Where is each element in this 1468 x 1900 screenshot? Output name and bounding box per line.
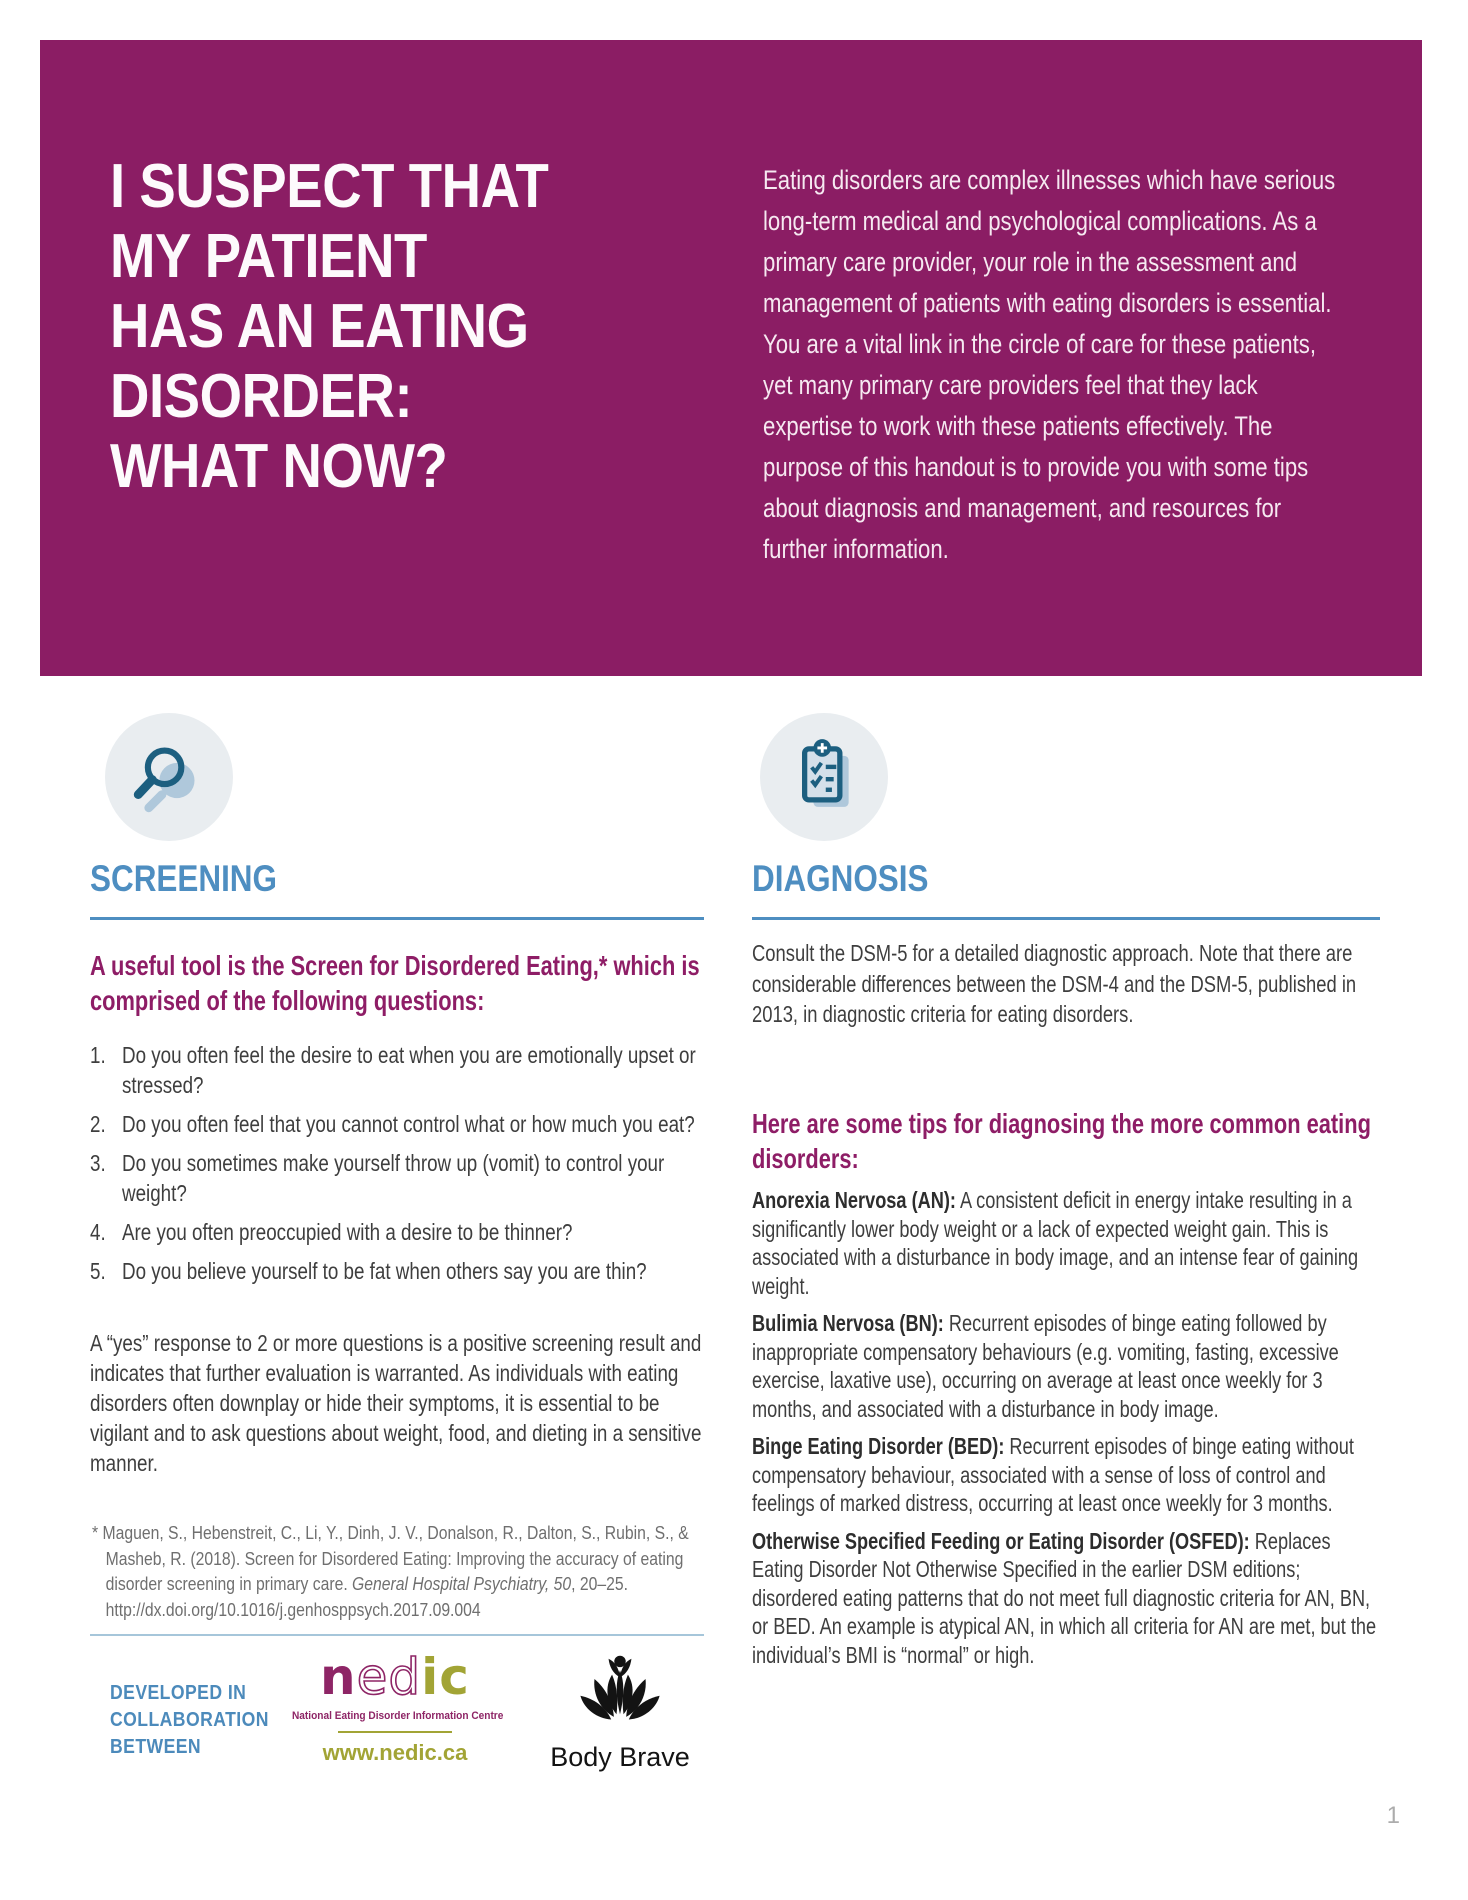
nedic-wordmark: [283, 1650, 507, 1704]
footnote-tail: , 20–25. http://dx.doi.org/10.1016/j.genhosppsych.2017.09.004: [105, 1573, 628, 1620]
page-title-line: HAS AN EATING: [110, 292, 529, 361]
bodybrave-name: Body Brave: [550, 1742, 690, 1772]
screening-question-list: [90, 1040, 703, 1295]
question-text: Do you sometimes make yourself throw up (vomit) to control your weight?: [122, 1150, 665, 1206]
nedic-divider: [338, 1731, 452, 1733]
collaboration-label: [110, 1680, 269, 1761]
screening-question: [90, 1217, 703, 1247]
diagnosis-intro-paragraph: Consult the DSM-5 for a detailed diagnostic approach. Note that there are considerable differences between the DSM-4 and the DSM-5, published in 2013, in diagnostic criteria for eating disorders.: [752, 940, 1357, 1027]
question-number: 3.: [90, 1150, 106, 1176]
disorder-text: Recurrent episodes of binge eating followed by inappropriate compensatory behaviours (e.g. vomiting, fasting, excessive exercise, laxative use), occurring on average at least once weekly for 3 months, and associated with a disturbance in body image.: [752, 1310, 1339, 1422]
nedic-letter: ic: [421, 1648, 470, 1706]
question-number: 1.: [90, 1042, 106, 1068]
disorder-text: Replaces Eating Disorder Not Otherwise Specified in the earlier DSM editions; disordered eating patterns that do not meet full diagnostic criteria for AN, BN, or BED. An example is atypical AN, in which all criteria for AN are met, but the individual’s BMI is “normal” or high.: [752, 1527, 1377, 1668]
screening-note-paragraph: A “yes” response to 2 or more questions is a positive screening result and indicates that further evaluation is warranted. As individuals with eating disorders often downplay or hide their symptoms, it is essential to be vigilant and to ask questions about weight, food, and dieting in a sensitive manner.: [90, 1330, 702, 1476]
diagnosis-section-heading: DIAGNOSIS: [752, 858, 929, 899]
disorder-label: Anorexia Nervosa (AN):: [752, 1187, 956, 1213]
disorder-text: Recurrent episodes of binge eating without compensatory behaviour, associated with a sense of loss of control and feelings of marked distress, occurring at least once weekly for 3 months.: [752, 1433, 1354, 1516]
screening-question: [90, 1256, 703, 1286]
magnifier-icon: [105, 713, 233, 841]
lotus-icon: [572, 1650, 668, 1738]
diagnosis-subheading: Here are some tips for diagnosing the more common eating disorders:: [752, 1108, 1371, 1174]
screening-heading-rule: [90, 917, 704, 920]
screening-subheading: A useful tool is the Screen for Disordered Eating,* which is comprised of the following questions:: [90, 950, 700, 1016]
banner-intro-paragraph: Eating disorders are complex illnesses which have serious long-term medical and psychological complications. As a primary care provider, your role in the assessment and management of patients with eating disorders is essential. You are a vital link in the circle of care for these patients, yet many primary care providers feel that they lack expertise to work with these patients effectively. The purpose of this handout is to provide you with some tips about diagnosis and management, and resources for further information.: [763, 165, 1336, 564]
page-title-line: I SUSPECT THAT: [110, 152, 549, 221]
footer-divider-rule: [90, 1634, 704, 1636]
citation-footnote: [92, 1520, 701, 1622]
page-number: 1: [1386, 1802, 1400, 1829]
screening-question: [90, 1109, 703, 1139]
magnifier-icon-graphic: [125, 733, 213, 821]
question-text: Do you often feel the desire to eat when you are emotionally upset or stressed?: [122, 1042, 696, 1098]
footnote-marker: *: [92, 1522, 103, 1543]
question-text: Are you often preoccupied with a desire to be thinner?: [122, 1219, 573, 1245]
question-number: 5.: [90, 1258, 106, 1284]
disorder-label: Otherwise Specified Feeding or Eating Disorder (OSFED):: [752, 1527, 1250, 1554]
disorder-paragraph-bn: [752, 1309, 1384, 1423]
question-text: Do you believe yourself to be fat when others say you are thin?: [122, 1258, 647, 1284]
page-title-line: WHAT NOW?: [110, 432, 448, 501]
disorder-paragraph-bed: [752, 1432, 1384, 1518]
page-title-line: DISORDER:: [110, 362, 413, 431]
disorder-text: A consistent deficit in energy intake resulting in a significantly lower body weight or a lack of expected weight gain. This is associated with a disturbance in body image, and an intense fear of gaining weight.: [752, 1187, 1359, 1299]
nedic-letter: e: [356, 1648, 389, 1706]
question-text: Do you often feel that you cannot control what or how much you eat?: [122, 1111, 695, 1137]
collaboration-line: DEVELOPED IN: [110, 1682, 247, 1704]
disorder-label: Binge Eating Disorder (BED):: [752, 1433, 1005, 1459]
footnote-journal-italic: General Hospital Psychiatry, 50: [352, 1573, 572, 1594]
disorder-paragraph-an: [752, 1186, 1384, 1300]
title-banner: [40, 40, 1422, 676]
diagnosis-heading-rule: [752, 917, 1380, 920]
screening-question: [90, 1148, 703, 1208]
question-number: 2.: [90, 1111, 106, 1137]
nedic-letter: d: [388, 1648, 422, 1706]
nedic-logo: [283, 1650, 507, 1766]
bodybrave-logo: [540, 1650, 700, 1771]
collaboration-line: BETWEEN: [110, 1736, 202, 1758]
clipboard-checklist-icon: [760, 713, 888, 841]
disorder-label: Bulimia Nervosa (BN):: [752, 1310, 944, 1336]
screening-section-heading: SCREENING: [90, 858, 277, 899]
clipboard-checklist-icon-graphic: [780, 733, 868, 821]
footnote-text: Maguen, S., Hebenstreit, C., Li, Y., Dinh, J. V., Donalson, R., Dalton, S., Rubin, S., & Masheb, R. (2018). Screen for Disordered Eating: Improving the accuracy of eating disorder screening in primary care.: [102, 1522, 689, 1594]
nedic-url: www.nedic.ca: [322, 1740, 468, 1765]
page-title: [110, 152, 603, 502]
screening-question: [90, 1040, 703, 1100]
nedic-tagline: National Eating Disorder Information Centre: [291, 1710, 504, 1722]
collaboration-line: COLLABORATION: [110, 1709, 269, 1731]
page-title-line: MY PATIENT: [110, 222, 427, 291]
question-number: 4.: [90, 1219, 106, 1245]
disorder-paragraph-osfed: [752, 1527, 1384, 1670]
nedic-letter: n: [320, 1648, 357, 1706]
disorder-definitions: [752, 1186, 1384, 1678]
